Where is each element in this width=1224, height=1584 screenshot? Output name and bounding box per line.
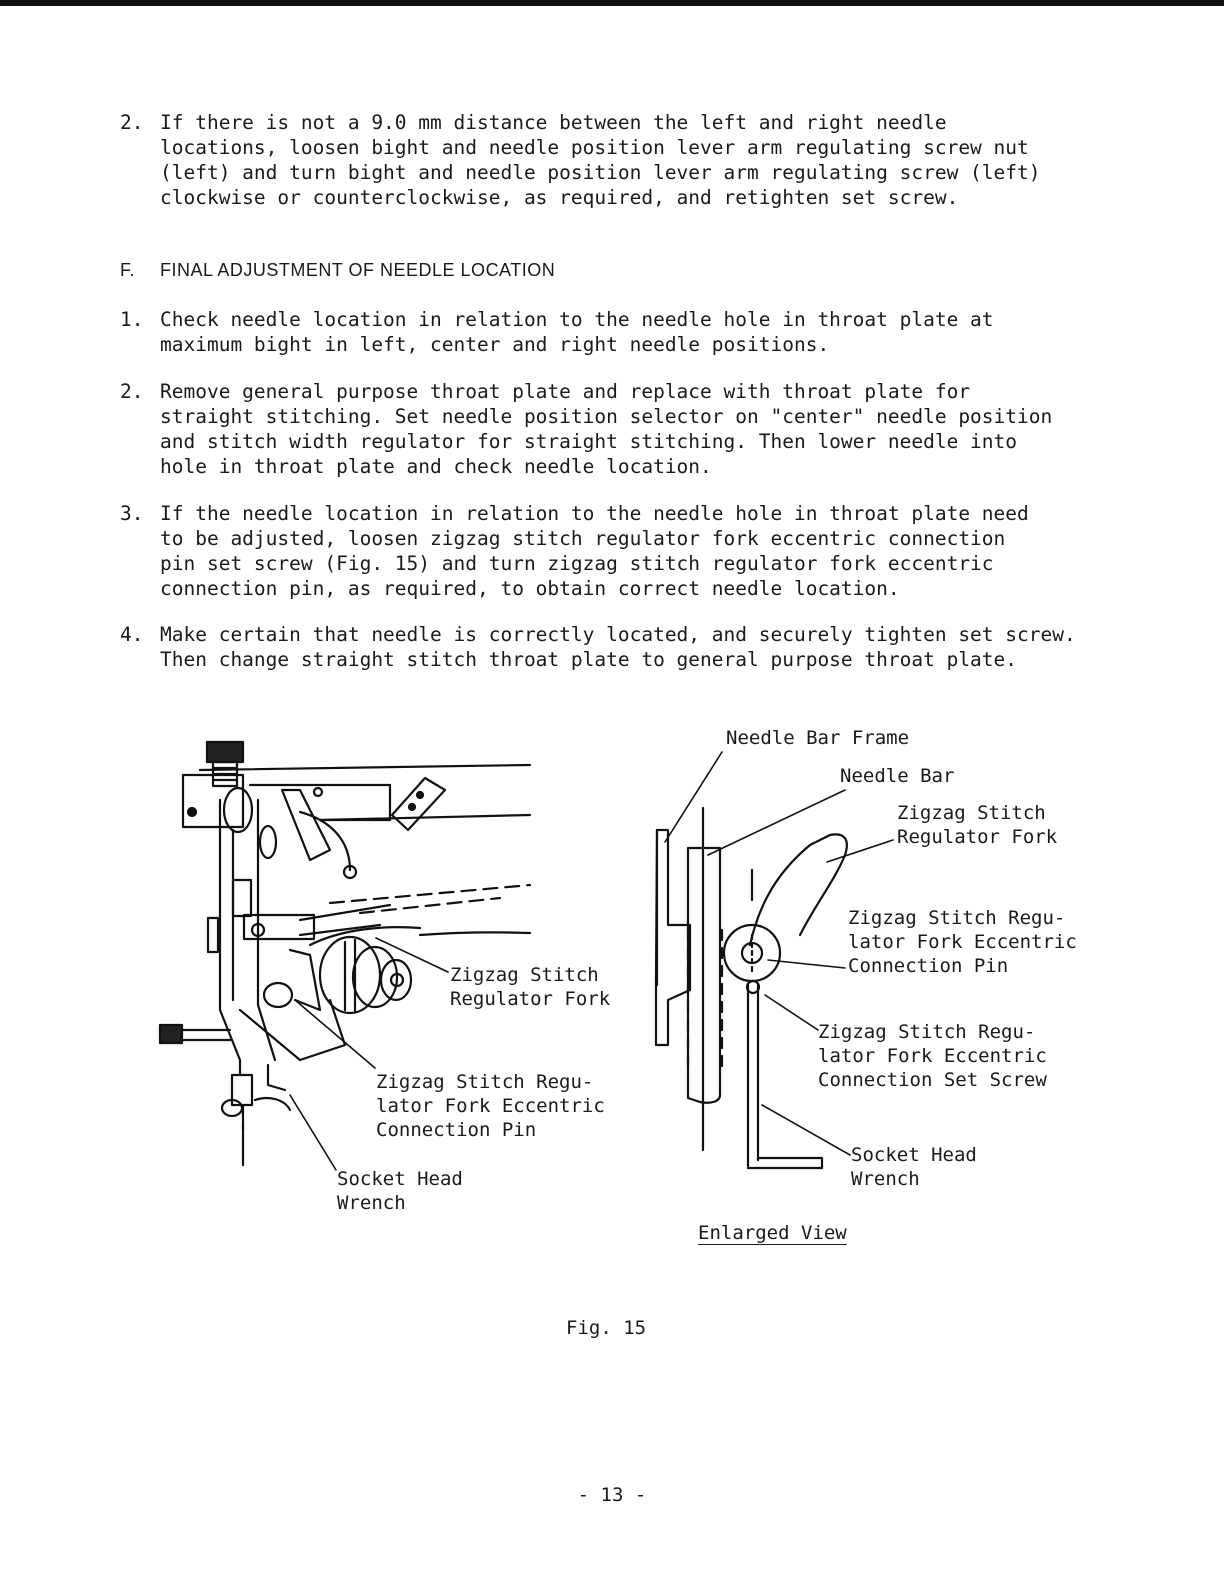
right-label-set-screw: Zigzag Stitch Regu- lator Fork Eccentric Connection Set Screw [818,1021,1047,1091]
figure-caption: Fig. 15 [566,1317,647,1339]
step-number: 2. [120,111,144,134]
right-label-needle-bar: Needle Bar [840,765,955,787]
right-label-regulator-fork: Zigzag Stitch Regulator Fork [897,802,1058,848]
section-letter: F. [120,260,136,280]
step-text: Remove general purpose throat plate and replace with throat plate for straight stitching. Set needle position selector on "center" needle position and stitch width regulator for straight stitching. Then lower needle into hole in throat plate and check needle location. [160,380,1053,478]
enlarged-view-label: Enlarged View [698,1222,847,1244]
left-label-socket-wrench: Socket Head Wrench [337,1168,463,1214]
right-label-connection-pin: Zigzag Stitch Regu- lator Fork Eccentric Connection Pin [848,907,1077,977]
step-number: 4. [120,623,144,646]
right-label-socket-wrench: Socket Head Wrench [851,1144,977,1190]
step-text: Make certain that needle is correctly located, and securely tighten set screw. Then change straight stitch throat plate to general purpose throat plate. [160,623,1076,671]
left-label-regulator-fork: Zigzag Stitch Regulator Fork [450,964,611,1010]
step-number: 3. [120,502,144,525]
step-text: Check needle location in relation to the needle hole in throat plate at maximum bight in left, center and right needle positions. [160,308,994,356]
right-label-needle-bar-frame: Needle Bar Frame [726,727,910,749]
page-number: - 13 - [577,1484,647,1506]
left-label-connection-pin: Zigzag Stitch Regu- lator Fork Eccentric Connection Pin [376,1071,605,1141]
section-title: FINAL ADJUSTMENT OF NEEDLE LOCATION [160,260,556,280]
step-text: If the needle location in relation to the needle hole in throat plate need to be adjusted, loosen zigzag stitch regulator fork eccentric connection pin set screw (Fig. 15) and turn zigzag stitch regulator fork eccentric connection pin, as required, to obtain correct needle location. [160,502,1029,600]
step-text: If there is not a 9.0 mm distance between the left and right needle locations, loosen bight and needle position lever arm regulating screw nut (left) and turn bight and needle position lever arm regulating screw (left) clockwise or counterclockwise, as required, and retighten set screw. [160,111,1041,209]
step-number: 1. [120,308,144,331]
step-number: 2. [120,380,144,403]
